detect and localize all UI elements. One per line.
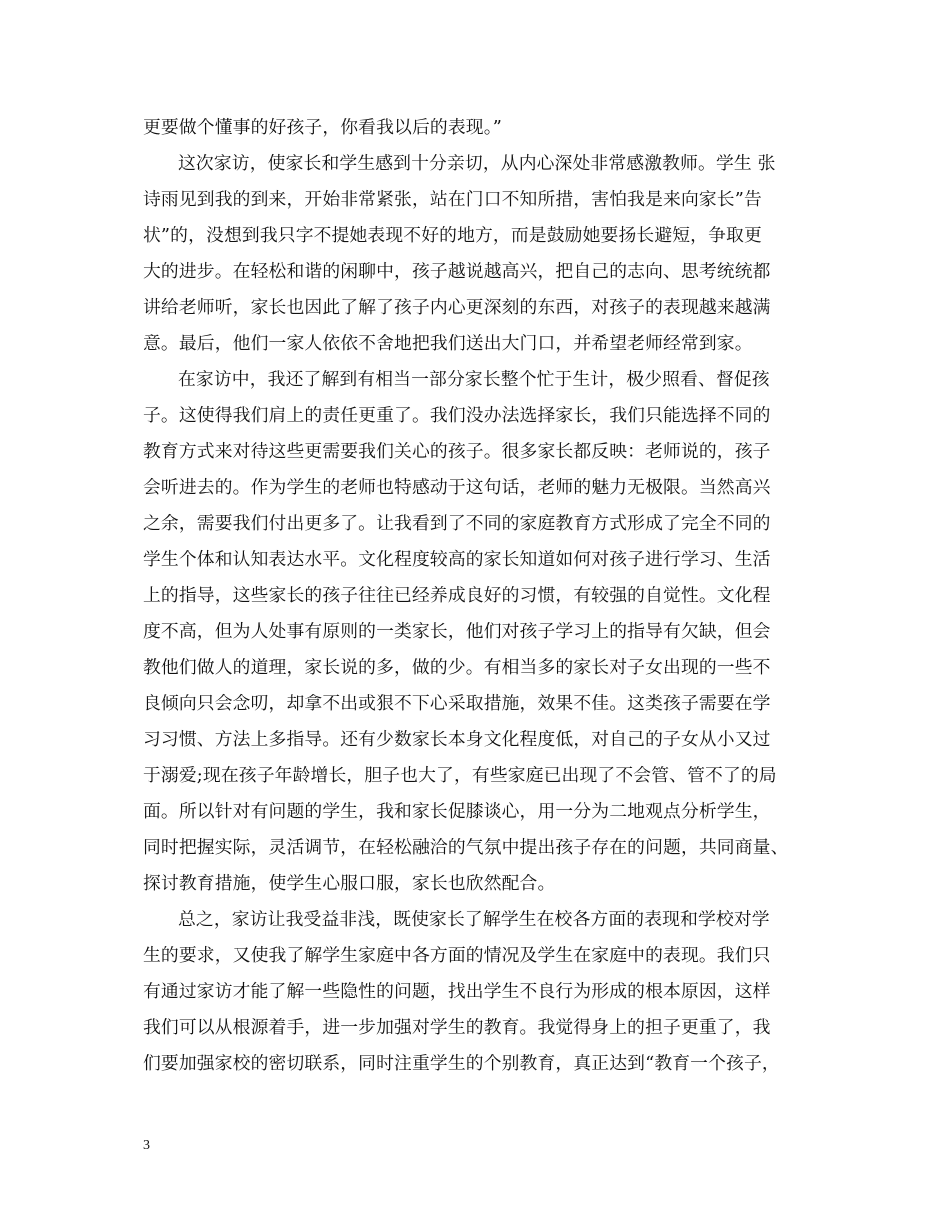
text-line: 状”的，没想到我只字不提她表现不好的地方，而是鼓励她要扬长避短，争取更 xyxy=(143,225,762,246)
text-line: 良倾向只会念叨，却拿不出或狠不下心采取措施，效果不佳。这类孩子需要在学 xyxy=(143,693,771,714)
text-line: 会听进去的。作为学生的老师也特感动于这句话，老师的魅力无极限。当然高兴 xyxy=(143,477,771,498)
text-line: 度不高，但为人处事有原则的一类家长，他们对孩子学习上的指导有欠缺，但会 xyxy=(143,621,771,642)
paragraph-start-line: 总之，家访让我受益非浅，既使家长了解学生在校各方面的表现和学校对学 xyxy=(178,909,770,930)
text-line: 生的要求，又使我了解学生家庭中各方面的情况及学生在家庭中的表现。我们只 xyxy=(143,945,771,966)
text-line: 学生个体和认知表达水平。文化程度较高的家长知道如何对孩子进行学习、生活 xyxy=(143,549,771,570)
text-line: 意。最后，他们一家人依依不舍地把我们送出大门口，并希望老师经常到家。 xyxy=(143,333,753,354)
text-line: 同时把握实际，灵活调节，在轻松融洽的气氛中提出孩子存在的问题，共同商量、 xyxy=(143,837,789,858)
text-line: 有通过家访才能了解一些隐性的问题，找出学生不良行为形成的根本原因，这样 xyxy=(143,981,771,1002)
text-line: 大的进步。在轻松和谐的闲聊中，孩子越说越高兴，把自己的志向、思考统统都 xyxy=(143,261,771,282)
paragraph-start-line: 在家访中，我还了解到有相当一部分家长整个忙于生计，极少照看、督促孩 xyxy=(178,369,770,390)
text-line: 探讨教育措施，使学生心服口服，家长也欣然配合。 xyxy=(143,873,556,894)
text-line: 教育方式来对待这些更需要我们关心的孩子。很多家长都反映：老师说的，孩子 xyxy=(143,441,771,462)
text-line: 教他们做人的道理，家长说的多，做的少。有相当多的家长对子女出现的一些不 xyxy=(143,657,771,678)
text-line: 之余，需要我们付出更多了。让我看到了不同的家庭教育方式形成了完全不同的 xyxy=(143,513,771,534)
text-line: 上的指导，这些家长的孩子往往已经养成良好的习惯，有较强的自觉性。文化程 xyxy=(143,585,771,606)
text-line: 讲给老师听，家长也因此了解了孩子内心更深刻的东西，对孩子的表现越来越满 xyxy=(143,297,771,318)
text-line: 们要加强家校的密切联系，同时注重学生的个别教育，真正达到“教育一个孩子， xyxy=(143,1053,780,1074)
text-line: 于溺爱;现在孩子年龄增长，胆子也大了，有些家庭已出现了不会管、管不了的局 xyxy=(143,765,777,786)
text-line: 面。所以针对有问题的学生，我和家长促膝谈心，用一分为二地观点分析学生， xyxy=(143,801,771,822)
text-line: 诗雨见到我的到来，开始非常紧张，站在门口不知所措，害怕我是来向家长”告 xyxy=(143,189,762,210)
page-number: 3 xyxy=(143,1138,150,1153)
text-line: 更要做个懂事的好孩子，你看我以后的表现。” xyxy=(143,117,502,138)
text-line: 习习惯、方法上多指导。还有少数家长本身文化程度低，对自己的子女从小又过 xyxy=(143,729,771,750)
paragraph-start-line: 这次家访，使家长和学生感到十分亲切，从内心深处非常感激教师。学生 张 xyxy=(178,153,776,174)
text-line: 我们可以从根源着手，进一步加强对学生的教育。我觉得身上的担子更重了，我 xyxy=(143,1017,771,1038)
text-line: 子。这使得我们肩上的责任更重了。我们没办法选择家长，我们只能选择不同的 xyxy=(143,405,771,426)
